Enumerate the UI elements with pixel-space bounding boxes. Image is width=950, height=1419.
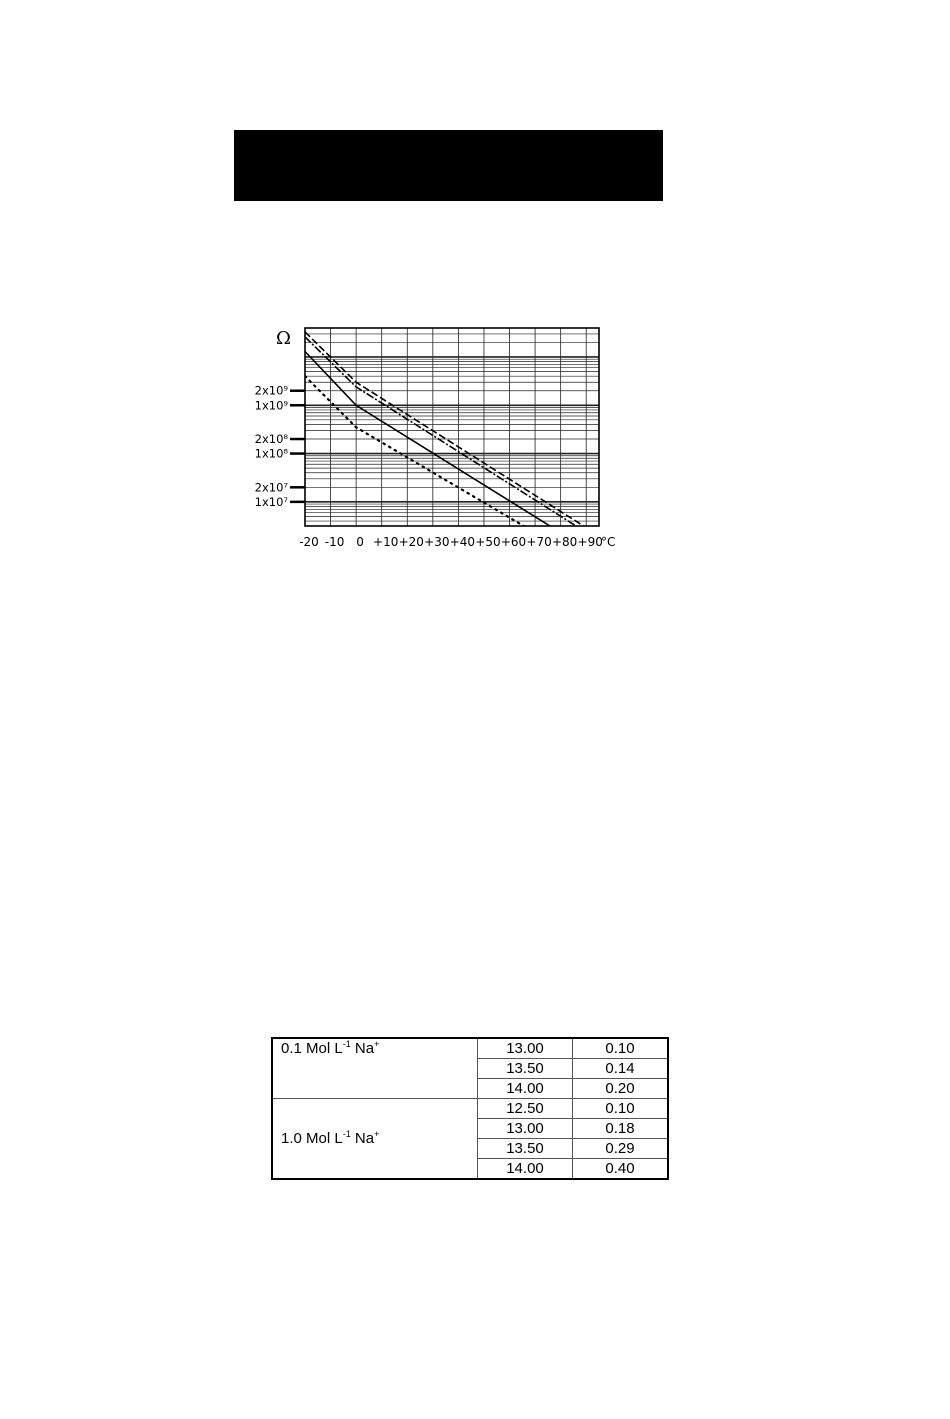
chart-series [305, 332, 591, 536]
x-tick-label: +60 [500, 535, 527, 549]
ph-cell: 14.00 [478, 1159, 573, 1180]
resistance-temperature-chart [240, 315, 630, 560]
table-row [272, 1099, 668, 1119]
ion-text: Na [350, 1130, 375, 1147]
ph-cell: 13.50 [478, 1059, 573, 1079]
concentration-text: 0.1 Mol L [281, 1040, 343, 1057]
y-tick-label: 1x10⁷ [254, 494, 288, 509]
concentration-exponent: -1 [342, 1039, 351, 1049]
concentration-exponent: -1 [342, 1129, 351, 1139]
y-tick-label: 2x10⁸ [254, 432, 288, 447]
x-tick-label: +40 [449, 535, 476, 549]
ph-cell: 13.00 [478, 1119, 573, 1139]
concentration-text: 1.0 Mol L [281, 1130, 343, 1147]
x-tick-label: +90 [577, 535, 603, 549]
series-line-dash-dot [305, 337, 591, 536]
error-cell: 0.10 [573, 1099, 669, 1119]
x-tick-label: +50 [475, 535, 501, 549]
sodium-error-table [271, 1037, 669, 1180]
x-tick-label: +70 [526, 535, 552, 549]
x-tick-label: +10 [373, 535, 399, 549]
chart-svg [240, 315, 630, 560]
y-tick-label: 1x10⁸ [254, 446, 288, 461]
error-cell: 0.20 [573, 1079, 669, 1099]
y-tick-label: 2x10⁷ [254, 480, 288, 495]
x-tick-label: +80 [551, 535, 578, 549]
x-tick-label: +30 [424, 535, 450, 549]
x-axis-unit-label: °C [601, 535, 616, 549]
ph-cell: 12.50 [478, 1099, 573, 1119]
y-axis-unit-label: Ω [276, 328, 291, 349]
ph-cell: 14.00 [478, 1079, 573, 1099]
error-cell: 0.29 [573, 1139, 669, 1159]
chart-grid [305, 328, 599, 526]
ion-text: Na [350, 1040, 375, 1057]
x-tick-label: -10 [324, 535, 345, 549]
x-tick-label: +20 [398, 535, 424, 549]
table-row [272, 1038, 668, 1059]
error-cell: 0.18 [573, 1119, 669, 1139]
ph-cell: 13.00 [478, 1038, 573, 1059]
y-tick-label: 1x10⁹ [254, 398, 288, 413]
error-cell: 0.10 [573, 1038, 669, 1059]
concentration-cell [272, 1038, 478, 1099]
error-cell: 0.40 [573, 1159, 669, 1180]
x-tick-label: -20 [299, 535, 319, 549]
concentration-cell [272, 1099, 478, 1180]
ion-charge: + [374, 1129, 380, 1139]
header-bar [234, 130, 663, 201]
error-cell: 0.14 [573, 1059, 669, 1079]
x-tick-label: 0 [356, 535, 364, 549]
y-tick-label: 2x10⁹ [254, 383, 288, 398]
ion-charge: + [374, 1039, 380, 1049]
ph-cell: 13.50 [478, 1139, 573, 1159]
